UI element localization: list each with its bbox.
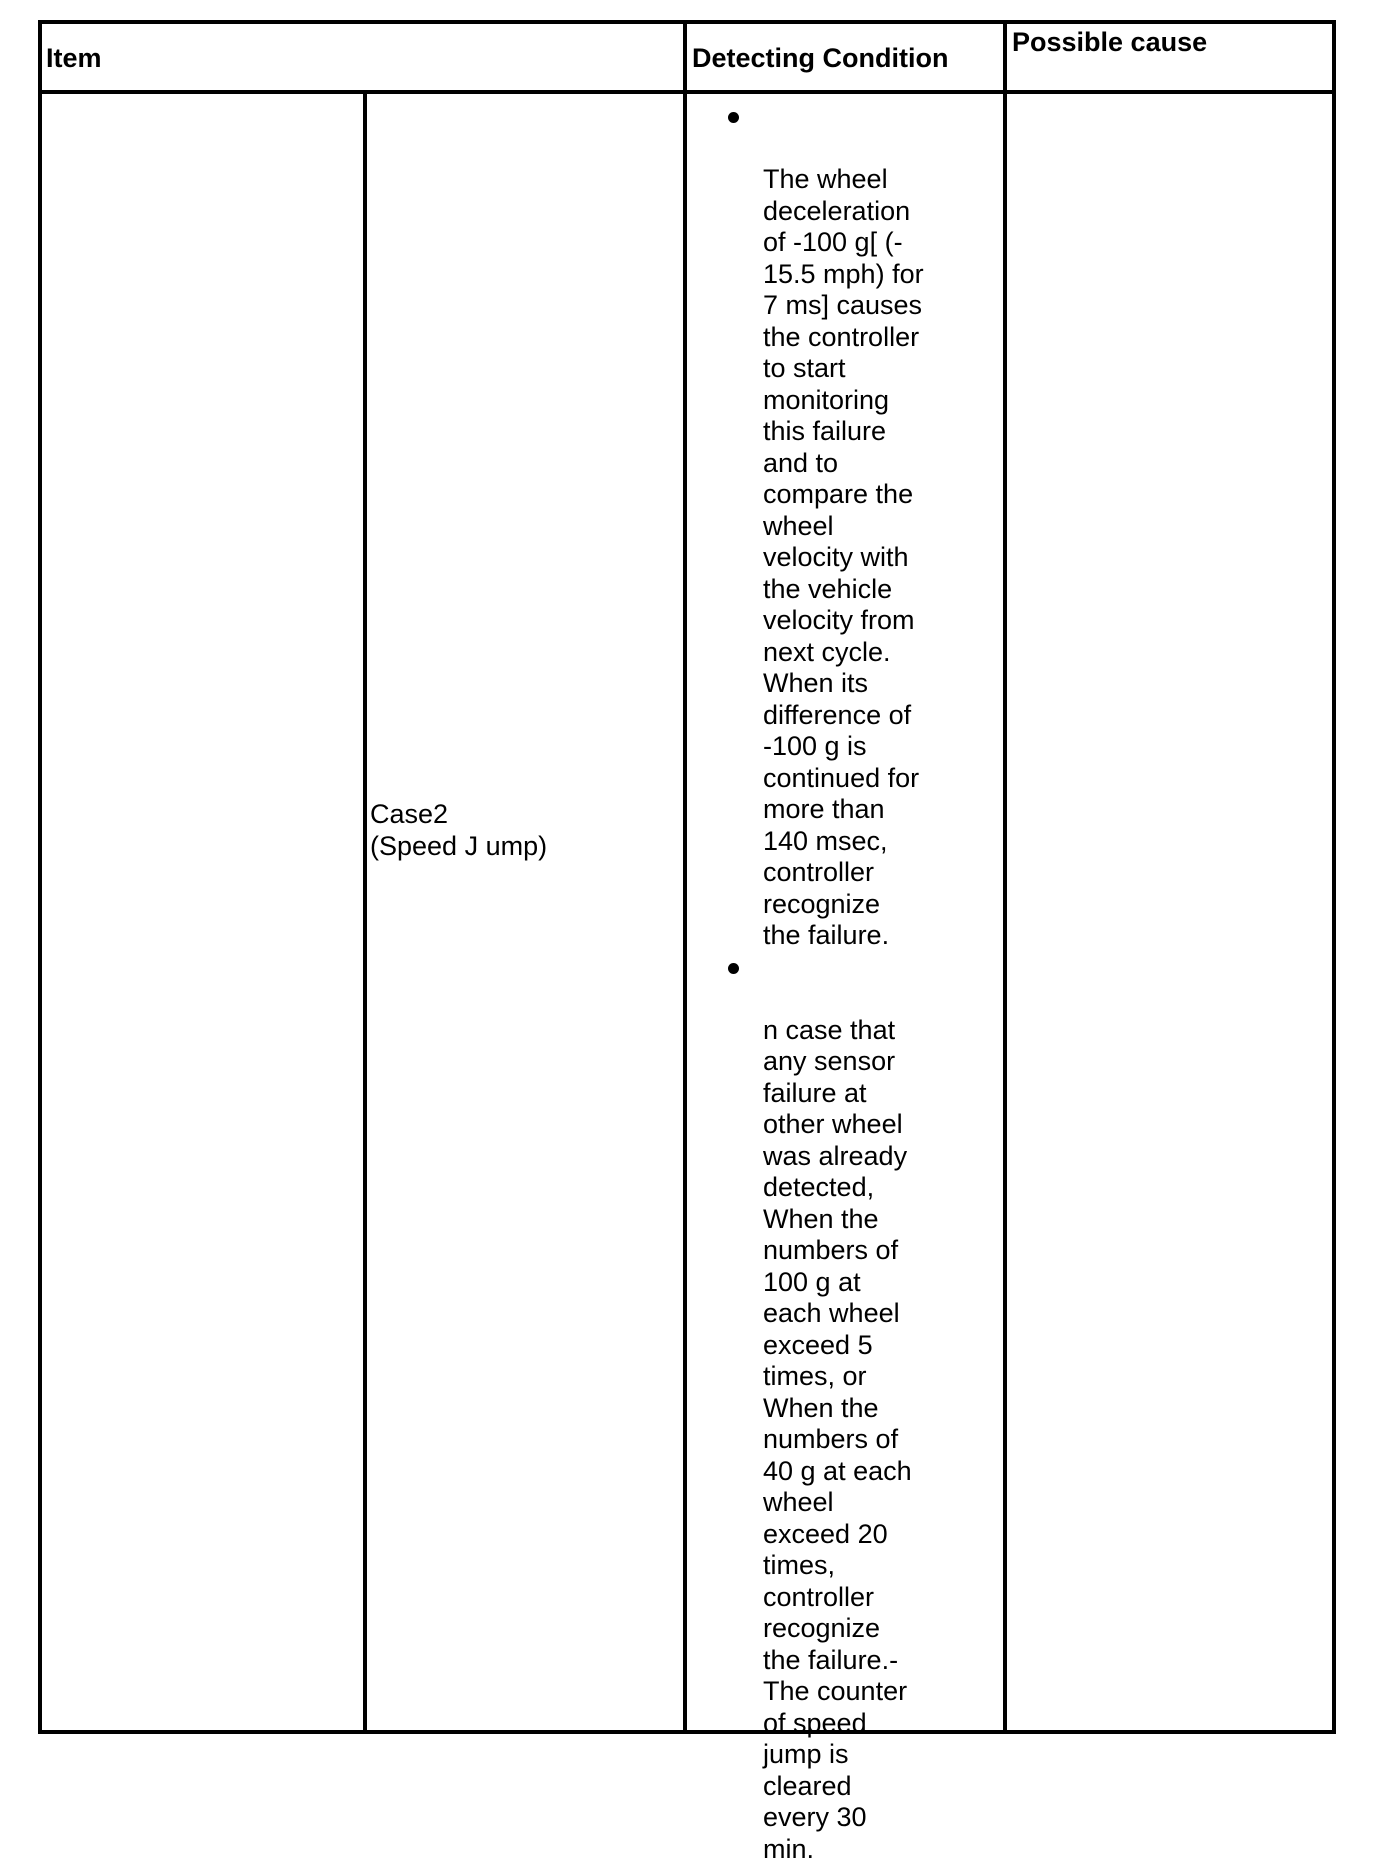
header-possible-cause: Possible cause bbox=[1012, 26, 1207, 58]
condition-bullet-list bbox=[728, 101, 993, 1865]
column-divider-cause bbox=[1003, 20, 1007, 1734]
bullet-icon bbox=[728, 963, 739, 974]
column-divider-condition bbox=[683, 20, 687, 1734]
condition-text-2: n case that any sensor failure at other wheel was already detected, When the numbers of 100 g at each wheel exceed 5 times, or When the numbers of 40 g at each wheel exceed 20 times, controller recognize the failure.- The counter of speed jump is cleared every 30 min. bbox=[763, 1015, 912, 1864]
condition-text-1: The wheel deceleration of -100 g[ (- 15.5 mph) for 7 ms] causes the controller to start monitoring this failure and to compare the wheel velocity with the vehicle velocity from next cycle. When its difference of -100 g is continued for more than 140 msec, controller recognize the failure. bbox=[763, 164, 924, 950]
detecting-condition-cell bbox=[728, 101, 993, 1865]
bullet-icon bbox=[728, 112, 739, 123]
header-item: Item bbox=[46, 42, 102, 74]
header-detecting-condition: Detecting Condition bbox=[692, 42, 948, 74]
header-divider bbox=[38, 90, 1336, 94]
condition-bullet-1 bbox=[728, 101, 993, 952]
item-case-cell: Case2 (Speed J ump) bbox=[370, 799, 670, 862]
column-divider-item-case bbox=[363, 94, 367, 1734]
diagnostic-table bbox=[38, 20, 1336, 1734]
condition-bullet-2 bbox=[728, 952, 993, 1865]
